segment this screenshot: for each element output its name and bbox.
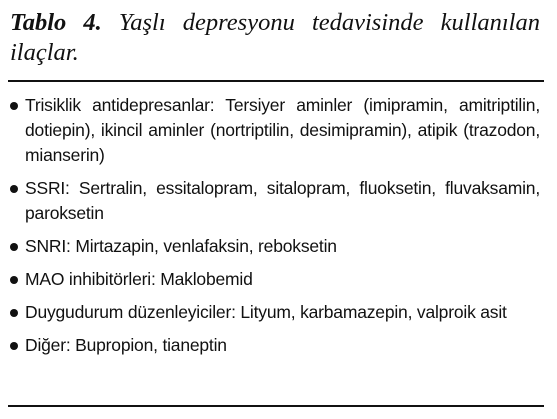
caption-label: Tablo 4. [10, 9, 102, 36]
list-item [8, 267, 540, 292]
bullet-icon [10, 342, 18, 350]
bullet-icon [10, 102, 18, 110]
drug-list [8, 93, 540, 366]
list-item-text: Duygudurum düzenleyiciler: Lityum, karbamazepin, valproik asit [25, 302, 507, 322]
list-item-text: Trisiklik antidepresanlar: Tersiyer aminler (imipramin, amitriptilin, dotiepin), ikincil aminler (nortriptilin, desimipramin), atipik (trazodon, mianserin) [25, 95, 540, 165]
bullet-icon [10, 185, 18, 193]
bullet-icon [10, 309, 18, 317]
list-item-text: SSRI: Sertralin, essitalopram, sitalopram, fluoksetin, fluvaksamin, paroksetin [25, 178, 540, 223]
table-caption [10, 8, 540, 68]
bullet-icon [10, 276, 18, 284]
top-rule [8, 80, 544, 82]
caption-text: Yaşlı depresyonu tedavisinde kullanılan ilaçlar. [10, 9, 540, 66]
list-item-text: MAO inhibitörleri: Maklobemid [25, 269, 253, 289]
list-item [8, 234, 540, 259]
bullet-icon [10, 243, 18, 251]
bottom-rule [8, 405, 544, 407]
list-item-text: SNRI: Mirtazapin, venlafaksin, reboksetin [25, 236, 337, 256]
list-item-text: Diğer: Bupropion, tianeptin [25, 335, 227, 355]
list-item [8, 300, 540, 325]
list-item [8, 93, 540, 168]
list-item [8, 333, 540, 358]
list-item [8, 176, 540, 226]
